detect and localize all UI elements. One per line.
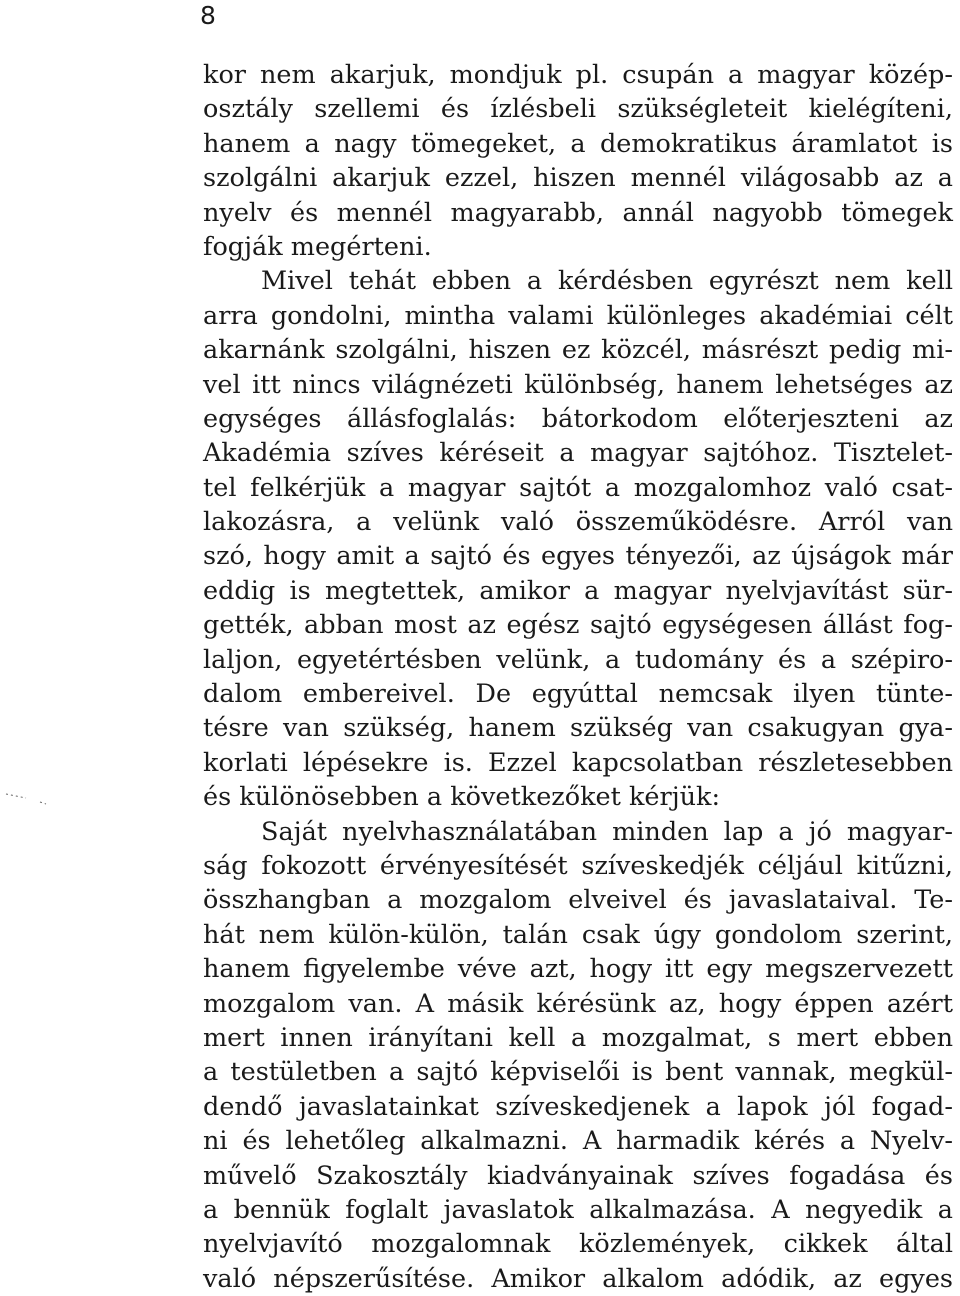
text-line: való népszerűsítése. Amikor alkalom adódik, az egyes (203, 1263, 953, 1294)
text-line: kor nem akarjuk, mondjuk pl. csupán a magyar közép- (203, 60, 953, 90)
text-line: gették, abban most az egész sajtó egységesen állást fog- (203, 610, 953, 641)
text-line: egységes állásfoglalás: bátorkodom előterjeszteni az (203, 403, 953, 434)
text-line: nyelvjavító mozgalomnak közlemények, cikkek által (203, 1229, 953, 1260)
text-line: mozgalom van. A másik kérésünk az, hogy éppen azért (203, 988, 953, 1019)
text-line: összhangban a mozgalom elveivel és javaslataival. Te- (203, 885, 953, 916)
text-line: művelő Szakosztály kiadványainak szíves fogadása és (203, 1160, 953, 1191)
page-number: 8 (200, 1, 216, 30)
text-line: szó, hogy amit a sajtó és egyes tényezői, az újságok már (203, 541, 953, 572)
text-line: dalom embereivel. De egyúttal nemcsak ilyen tünte- (203, 679, 953, 710)
text-line: szolgálni akarjuk ezzel, hiszen mennél világosabb az a (203, 163, 953, 194)
text-line: dendő javaslatainkat szíveskedjenek a lapok jól fogad- (203, 1091, 953, 1122)
text-line: Mivel tehát ebben a kérdésben egyrészt nem kell (261, 266, 953, 297)
text-line: a testületben a sajtó képviselői is bent vannak, megkül- (203, 1057, 953, 1088)
text-line: ság fokozott érvényesítését szíveskedjék céljául kitűzni, (203, 850, 953, 881)
text-line: korlati lépésekre is. Ezzel kapcsolatban részletesebben (203, 747, 953, 778)
text-line: laljon, egyetértésben velünk, a tudomány és a szépiro- (203, 644, 953, 675)
text-line: ni és lehetőleg alkalmazni. A harmadik kérés a Nyelv- (203, 1126, 953, 1157)
body-text (203, 58, 953, 1296)
text-line: tel felkérjük a magyar sajtót a mozgalomhoz való csat- (203, 472, 953, 503)
text-line: a bennük foglalt javaslatok alkalmazása. A negyedik a (203, 1194, 953, 1225)
margin-pencil-mark (0, 790, 60, 810)
text-line: mert innen irányítani kell a mozgalmat, s mert ebben (203, 1022, 953, 1053)
text-line: hát nem külön-külön, talán csak úgy gondolom szerint, (203, 919, 953, 950)
text-line: és különösebben a következőket kérjük: (203, 782, 721, 813)
text-line: hanem a nagy tömegeket, a demokratikus áramlatot is (203, 128, 953, 159)
text-line: fogják megérteni. (203, 231, 432, 262)
text-line: lakozásra, a velünk való összeműködésre. Arról van (203, 507, 953, 538)
text-line: arra gondolni, mintha valami különleges akadémiai célt (203, 300, 953, 331)
text-line: Saját nyelvhasználatában minden lap a jó magyar- (261, 816, 953, 847)
text-line: vel itt nincs világnézeti különbség, hanem lehetséges az (203, 369, 953, 400)
text-line: Akadémia szíves kéréseit a magyar sajtóhoz. Tisztelet- (203, 438, 953, 469)
text-line: eddig is megtettek, amikor a magyar nyelvjavítást sür- (203, 575, 953, 606)
text-line: akarnánk szolgálni, hiszen ez közcél, másrészt pedig mi- (203, 335, 953, 366)
text-line: osztály szellemi és ízlésbeli szükségleteit kielégíteni, (203, 94, 953, 125)
text-line: tésre van szükség, hanem szükség van csakugyan gya- (203, 713, 953, 744)
text-line: nyelv és mennél magyarabb, annál nagyobb tömegek (203, 197, 953, 228)
text-line: hanem figyelembe véve azt, hogy itt egy megszervezett (203, 954, 953, 985)
